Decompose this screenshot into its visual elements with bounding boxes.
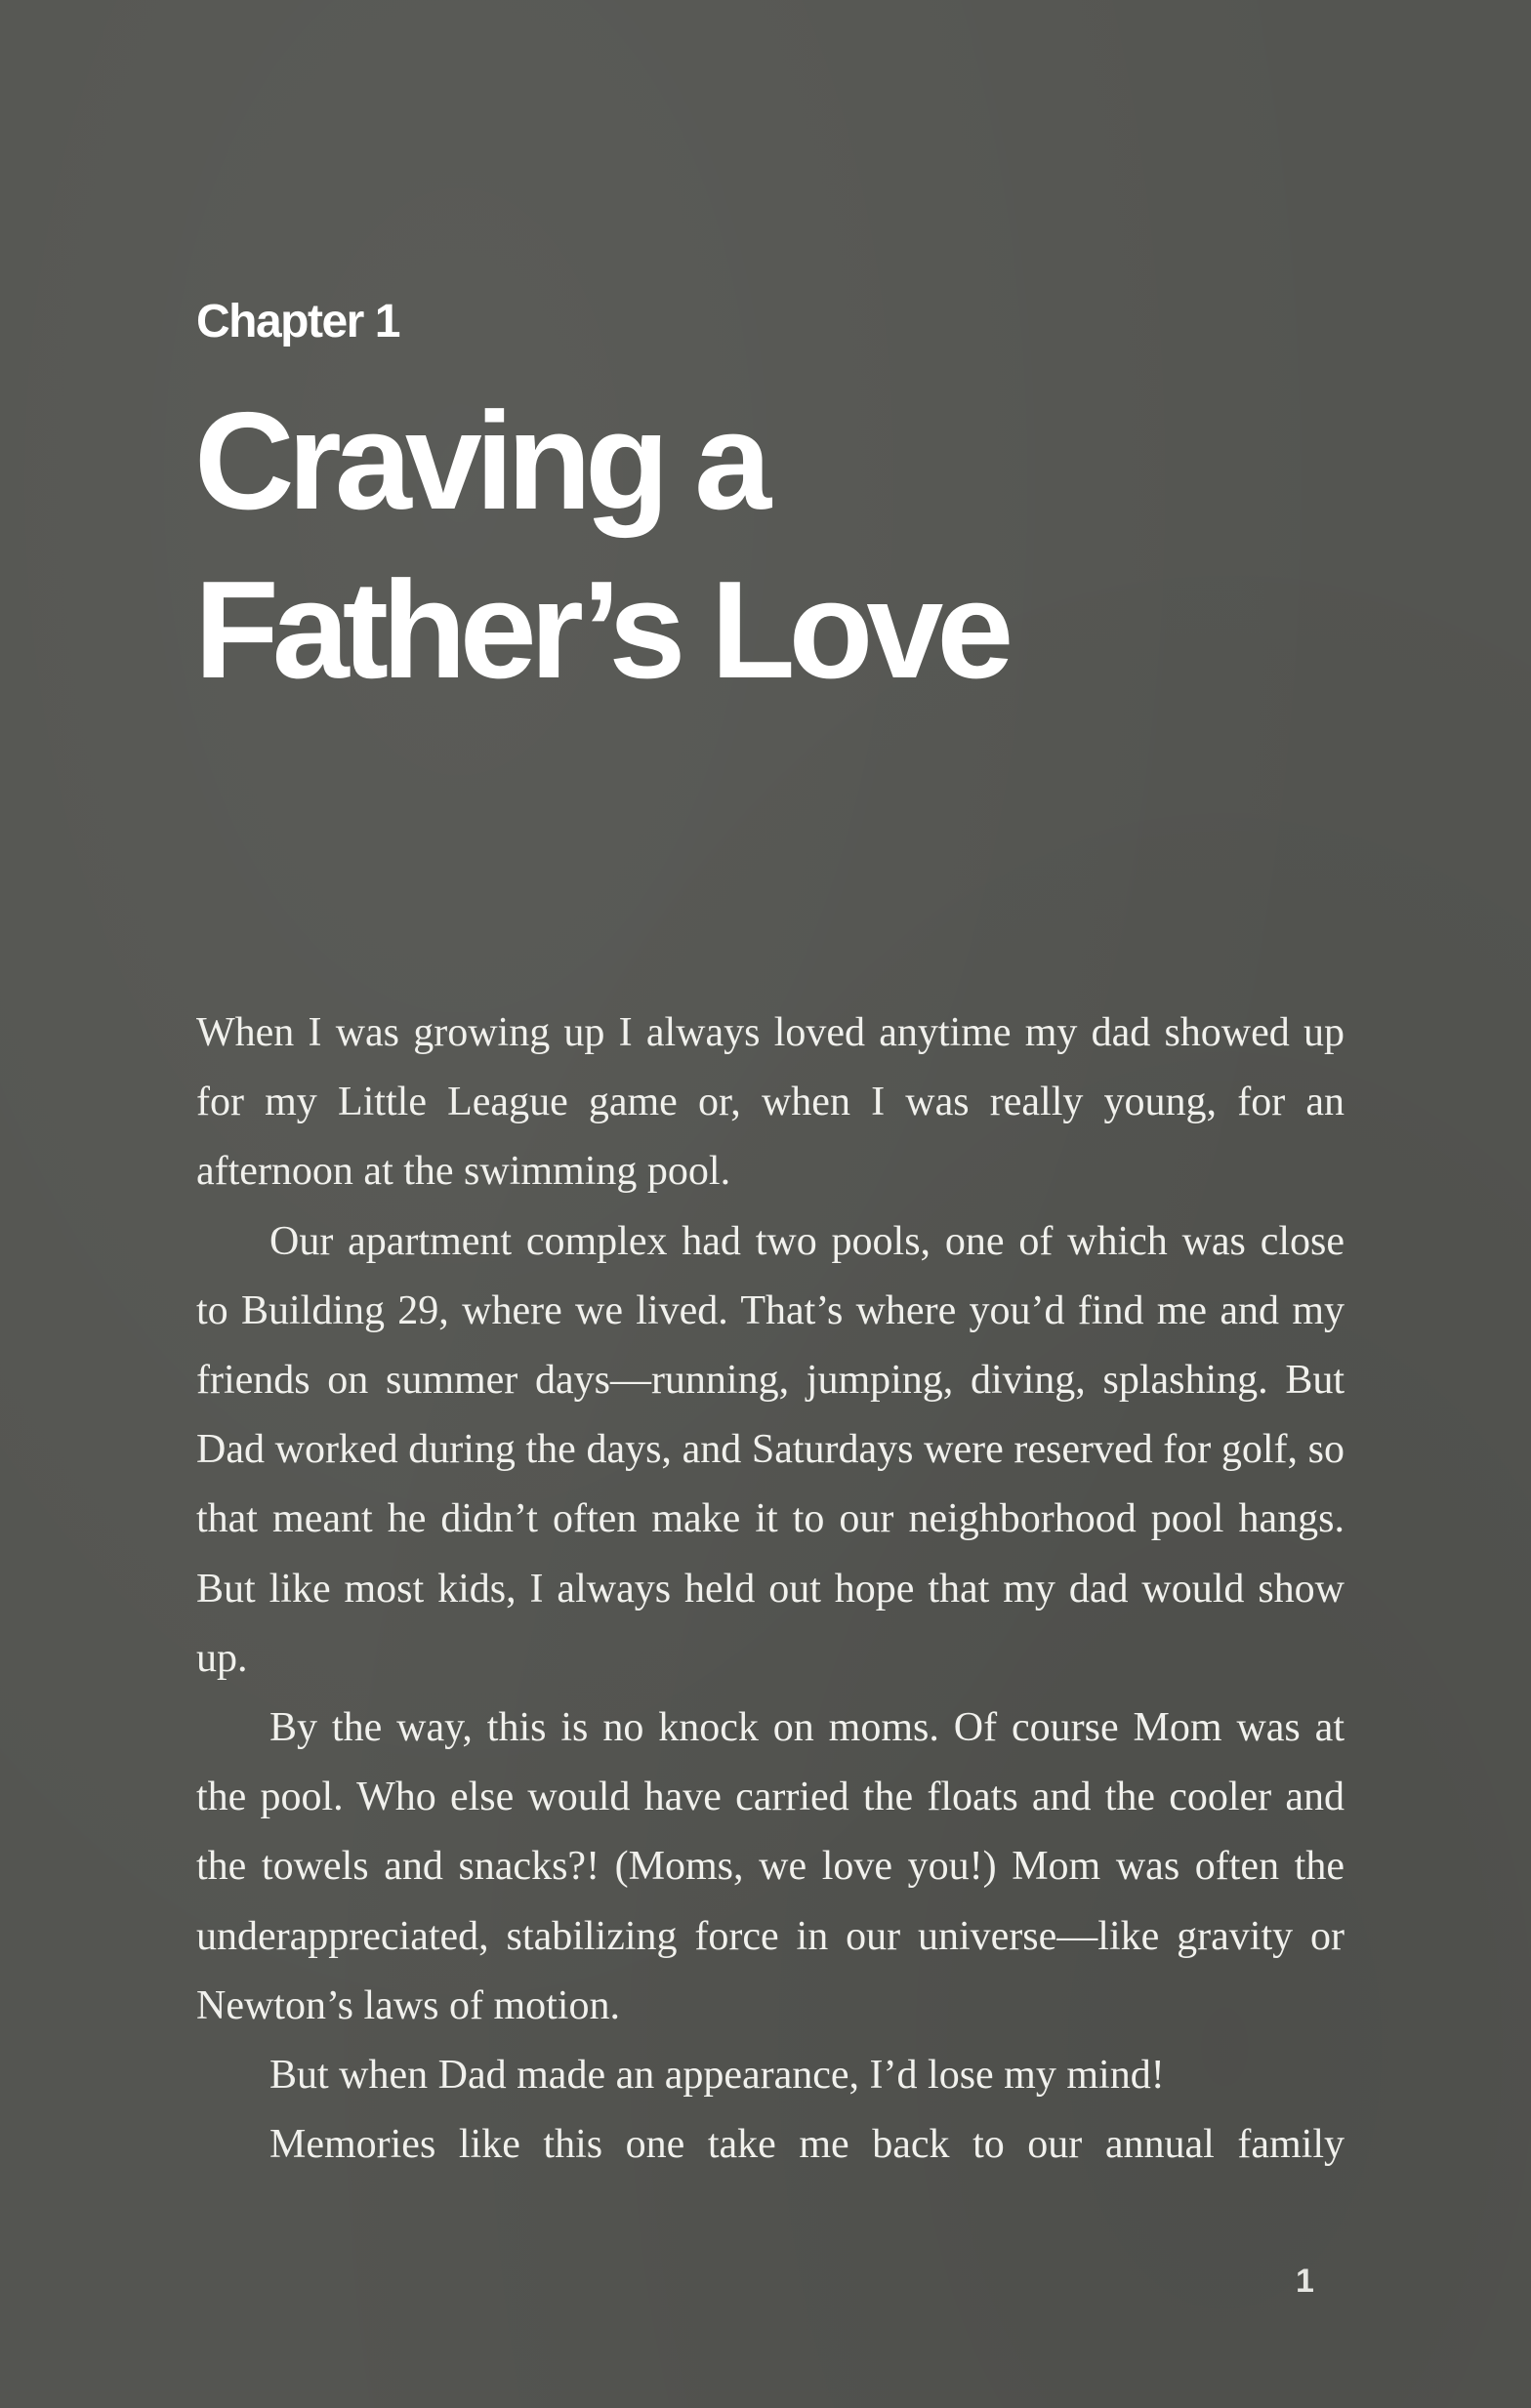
body-text	[196, 999, 1345, 2180]
chapter-title-line-2: Father’s Love	[194, 552, 1008, 708]
paragraph-2: Our apartment complex had two pools, one of which was close to Building 29, where we lived. That’s where you’d find me and my friends on summer days—running, jumping, diving, splashing. But Dad worked during the days, and Saturdays were reserved for golf, so that meant he didn’t often make it to our neighborhood pool hangs. But like most kids, I always held out hope that my dad would show up.	[196, 1218, 1345, 1681]
paragraph-4: But when Dad made an appearance, I’d lose my mind!	[269, 2053, 1165, 2099]
paragraph-1: When I was growing up I always loved anytime my dad showed up for my Little League game or, when I was really young, for an afternoon at the swimming pool.	[196, 1010, 1345, 1195]
chapter-title	[194, 377, 1366, 714]
chapter-label: Chapter 1	[196, 296, 399, 347]
chapter-title-line-1: Craving a	[194, 384, 766, 539]
paragraph-3: By the way, this is no knock on moms. Of course Mom was at the pool. Who else would have carried the floats and the cooler and the towels and snacks?! (Moms, we love you!) Mom was often the underappreciated, stabilizing force in our universe—like gravity or Newton’s laws of motion.	[196, 1705, 1345, 2028]
paragraph-5: Memories like this one take me back to our annual family	[269, 2122, 1345, 2168]
page-number: 1	[1296, 2263, 1314, 2300]
